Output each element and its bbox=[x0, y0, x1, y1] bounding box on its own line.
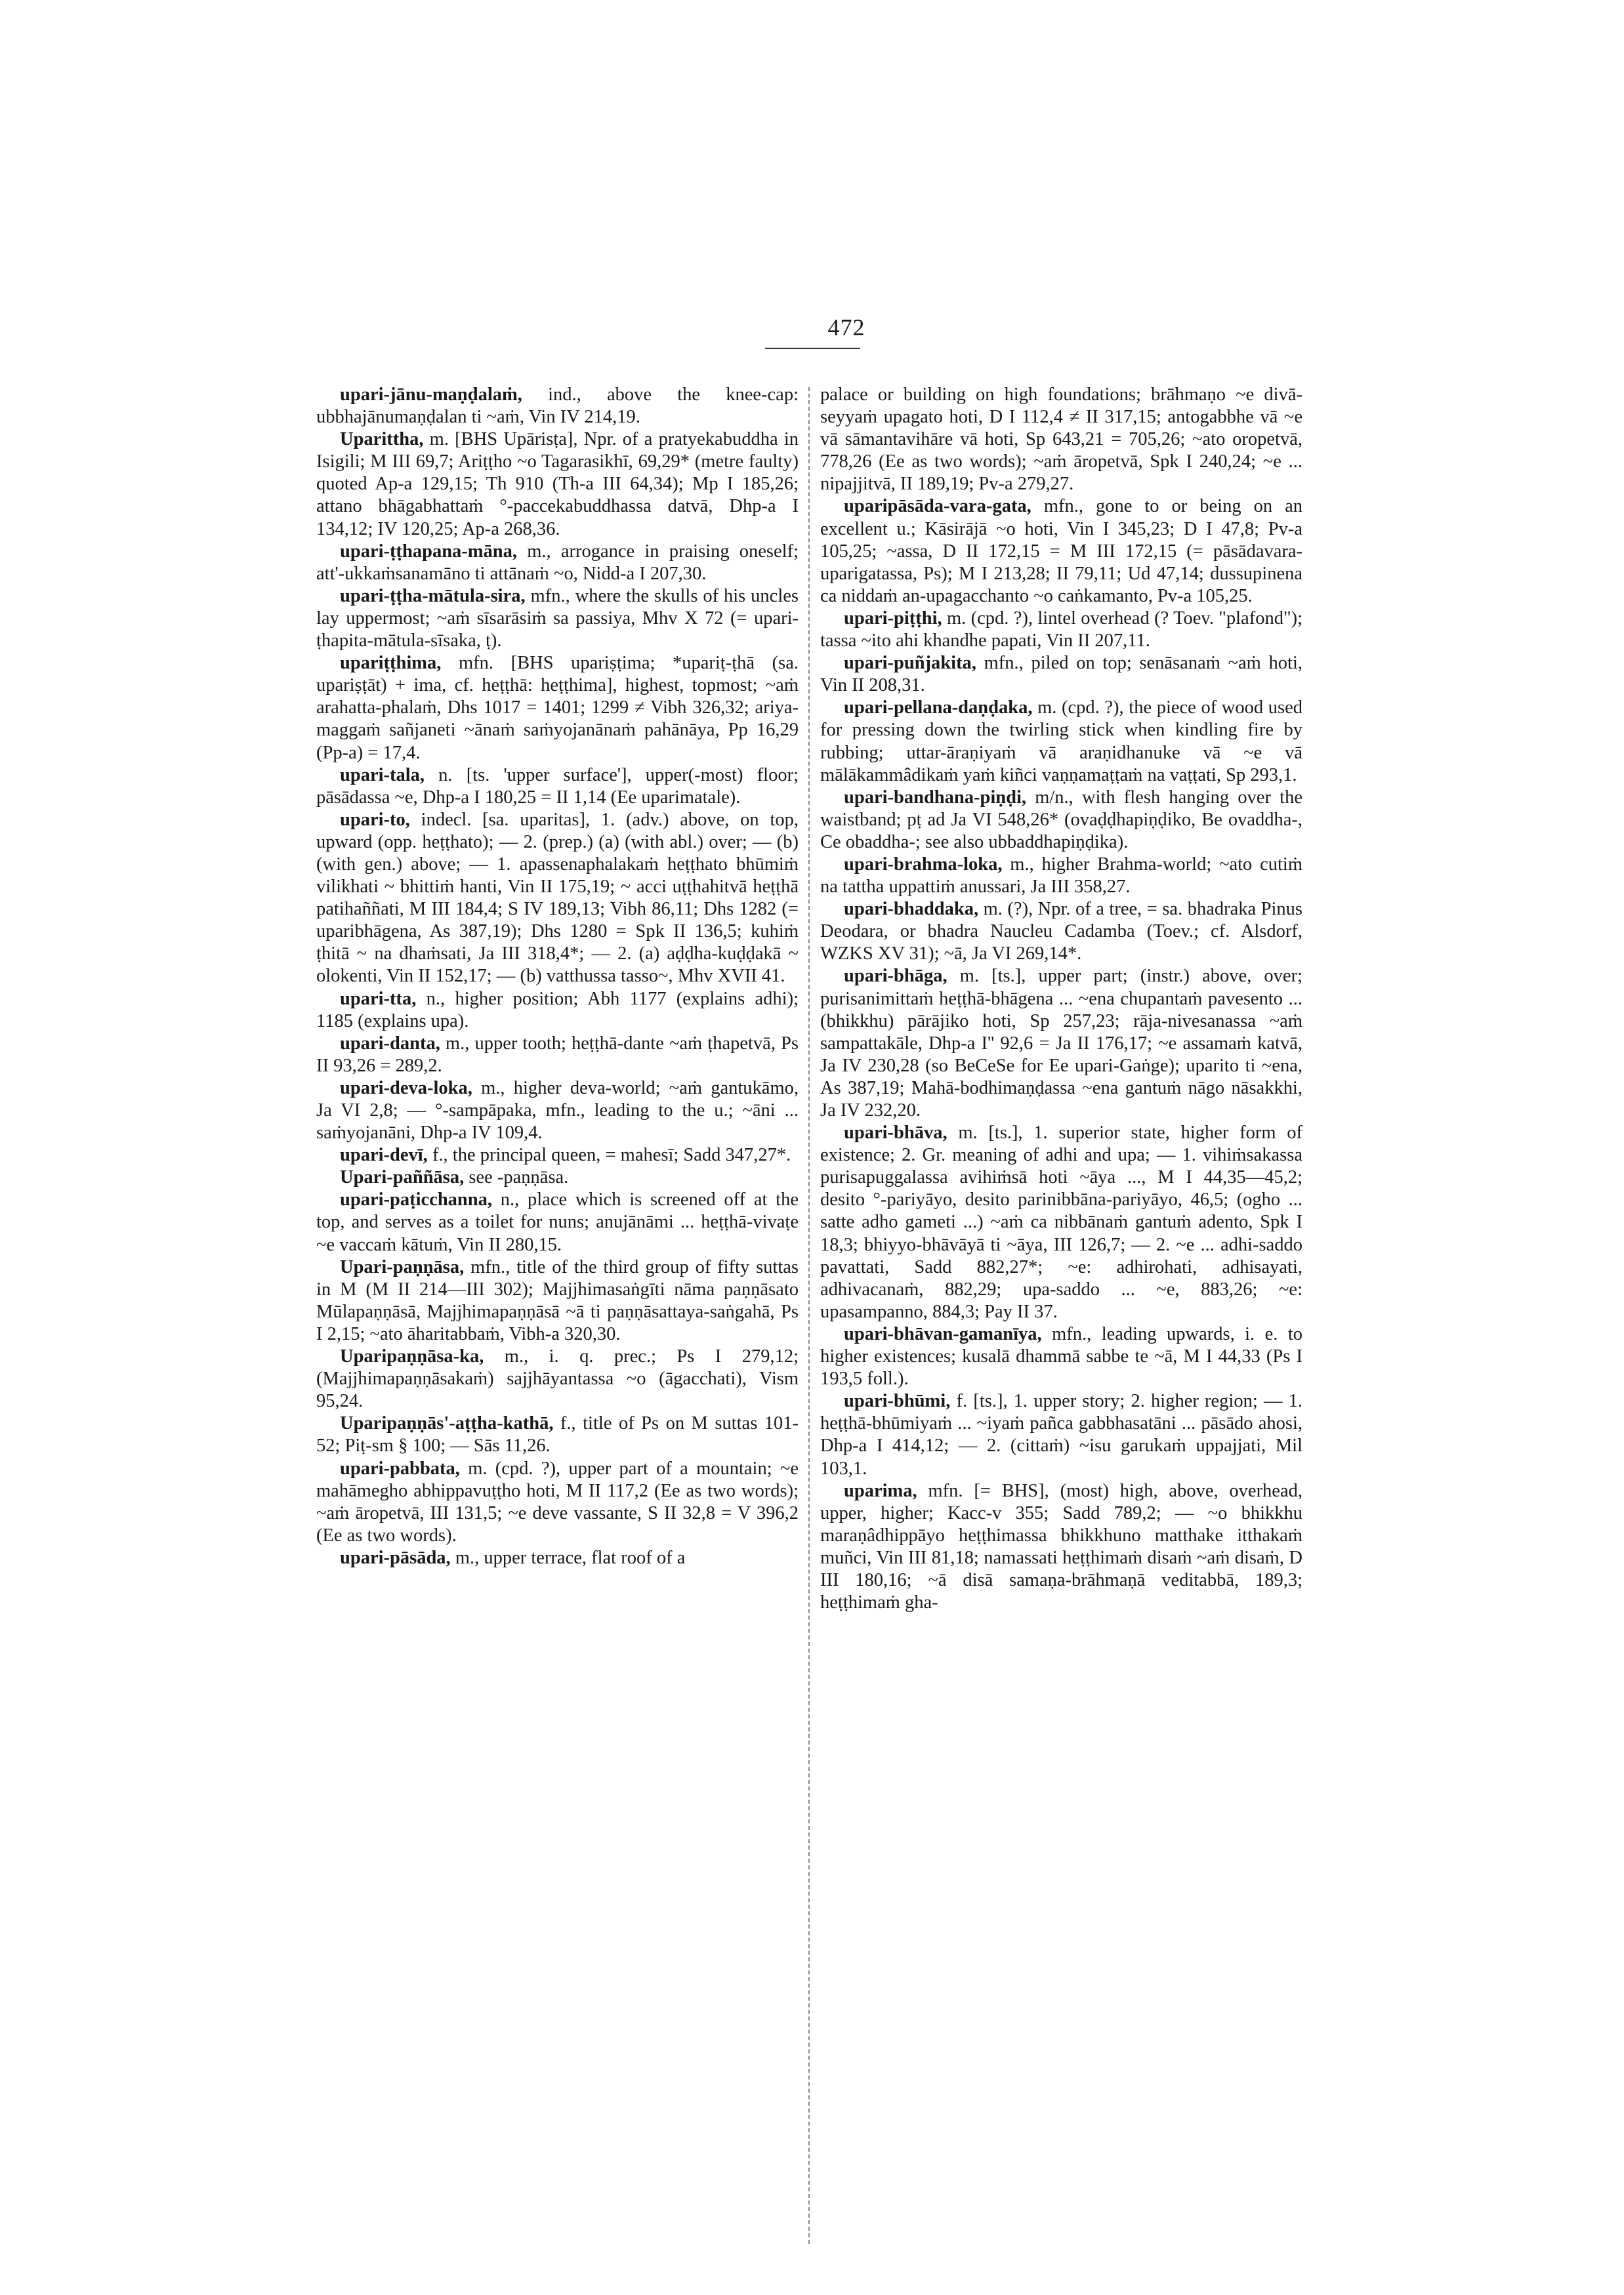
dictionary-entry bbox=[316, 652, 799, 764]
dictionary-entry bbox=[316, 988, 799, 1033]
dictionary-entry bbox=[820, 384, 1302, 495]
entry-headword: upari-brahma-loka, bbox=[844, 854, 1003, 875]
dictionary-entry bbox=[820, 1323, 1302, 1390]
entry-headword: upari-jānu-maṇḍalaṁ, bbox=[340, 384, 522, 405]
entry-body: m., i. q. prec.; Ps I 279,12; (Majjhimapaṇṇāsakaṁ) sajjhāyantassa ~o (āgacchati), Vism 95,24. bbox=[316, 1346, 799, 1412]
entry-headword: upari-bhāva, bbox=[844, 1123, 947, 1144]
entry-headword: uparipāsāda-vara-gata, bbox=[844, 496, 1031, 517]
entry-body: mfn., gone to or being on an excellent u.; Kāsirājā ~o hoti, Vin I 345,23; D I 47,8; Pv-a 105,25; ~assa, D II 172,15 = M III 172,15 (= pāsādavara-uparigatassa, Ps); M I 213,28; II 79,11; Ud 47,14; dussupinena ca niddaṁ an-upagacchanto ~o caṅkamanto, Pv-a 105,25. bbox=[820, 496, 1302, 606]
entry-headword: upari-pabbata, bbox=[340, 1458, 460, 1479]
entry-headword: upari-bhāga, bbox=[844, 966, 947, 987]
dictionary-entry bbox=[820, 608, 1302, 652]
dictionary-entry bbox=[316, 1547, 799, 1569]
entry-headword: upari-tala, bbox=[340, 764, 425, 785]
entry-body: see -paṇṇāsa. bbox=[464, 1167, 569, 1188]
entry-body: m. (?), Npr. of a tree, = sa. bhadraka Pinus Deodara, or bhadra Naucleu Cadamba (Toev.; cf. Alsdorf, WZKS XV 31); ~ā, Ja VI 269,14*. bbox=[820, 899, 1302, 964]
entry-headword: uparima, bbox=[844, 1480, 917, 1501]
entry-headword: upari-ṭṭha-mātula-sira, bbox=[340, 585, 526, 606]
entry-body: f. [ts.], 1. upper story; 2. higher region; — 1. heṭṭhā-bhūmiyaṁ ... ~iyaṁ pañca gabbhasatāni ... pāsādo ahosi, Dhp-a I 414,12; — 2. (cittaṁ) ~isu garukaṁ uppajjati, Mil 103,1. bbox=[820, 1391, 1302, 1479]
entry-body: indecl. [sa. uparitas], 1. (adv.) above, on top, upward (opp. heṭṭhato); — 2. (prep.) (a) (with abl.) over; — (b) (with gen.) above; — 1. apassenaphalakaṁ heṭṭhato bhūmiṁ vilikhati ~ bhittiṁ hanti, Vin II 175,19; ~ acci uṭṭhahitvā heṭṭhā patihaññati, M III 184,4; S IV 189,13; Vibh 86,11; Dhs 1282 (= uparibhāgena, As 387,19); Dhs 1280 = Spk II 136,5; kuhiṁ ṭhitā ~ na dhaṁsati, Ja III 318,4*; — 2. (a) aḍḍha-kuḍḍakā ~ olokenti, Vin II 152,17; — (b) vatthussa tasso~, Mhv XVII 41. bbox=[316, 809, 799, 987]
dictionary-entry bbox=[820, 1480, 1302, 1615]
entry-body: mfn., piled on top; senāsanaṁ ~aṁ hoti, Vin II 208,31. bbox=[820, 653, 1302, 696]
entry-headword: upari-pellana-daṇḍaka, bbox=[844, 697, 1033, 718]
dictionary-entry bbox=[820, 1390, 1302, 1479]
entry-headword: upari-tta, bbox=[340, 988, 417, 1009]
dictionary-entry bbox=[316, 1346, 799, 1413]
entry-headword: upari-to, bbox=[340, 809, 410, 830]
dictionary-entry bbox=[316, 1144, 799, 1167]
entry-body: mfn., where the skulls of his uncles lay uppermost; ~aṁ sīsarāsiṁ sa passiya, Mhv X 72 (= upari-ṭhapita-mātula-sīsaka, ṭ). bbox=[316, 585, 799, 651]
dictionary-entry bbox=[820, 1122, 1302, 1323]
dictionary-entry bbox=[316, 1189, 799, 1256]
dictionary-entry bbox=[316, 1256, 799, 1346]
page-number-rule bbox=[765, 348, 860, 349]
dictionary-entry bbox=[316, 1077, 799, 1144]
entry-headword: upari-ṭṭhapana-māna, bbox=[340, 541, 517, 562]
entry-body: n., place which is screened off at the top, and serves as a toilet for nuns; anujānāmi ... heṭṭhā-vivaṭe ~e vaccaṁ kātuṁ, Vin II 280,15. bbox=[316, 1189, 799, 1255]
right-column bbox=[820, 384, 1302, 2241]
page-number: 472 bbox=[827, 314, 865, 341]
entry-headword: upari-bhaddaka, bbox=[844, 899, 979, 920]
entry-body: m/n., with flesh hanging over the waistband; pṭ ad Ja VI 548,26* (ovaḍḍhapiṇḍiko, Be ovaddha-, Ce obaddha-; see also ubbaddhapiṇḍika). bbox=[820, 787, 1302, 852]
entry-body: m., arrogance in praising oneself; att'-ukkaṁsanamāno ti attānaṁ ~o, Nidd-a I 207,30. bbox=[316, 541, 799, 584]
entry-headword: upari-bhūmi, bbox=[844, 1391, 951, 1412]
entry-body: m. (cpd. ?), upper part of a mountain; ~e mahāmegho abhippavuṭṭho hoti, M II 117,2 (Ee as two words); ~aṁ āropetvā, III 131,5; ~e deve vassante, S II 32,8 = V 396,2 (Ee as two words). bbox=[316, 1458, 799, 1546]
dictionary-entry bbox=[820, 787, 1302, 854]
column-divider bbox=[808, 387, 810, 2244]
dictionary-entry bbox=[316, 1167, 799, 1189]
entry-headword: Uparipaṇṇās'-aṭṭha-kathā, bbox=[340, 1413, 554, 1434]
dictionary-entry bbox=[820, 965, 1302, 1122]
entry-headword: upari-puñjakita, bbox=[844, 653, 976, 674]
dictionary-entry bbox=[316, 541, 799, 585]
dictionary-entry bbox=[820, 854, 1302, 898]
entry-body: mfn., title of the third group of fifty suttas in M (M II 214—III 302); Majjhimasaṅgīti nāma paṇṇāsato Mūlapaṇṇāsā, Majjhimapaṇṇāsā ~ā ti paṇṇāsattaya-saṅgahā, Ps I 2,15; ~ato āharitabbaṁ, Vibh-a 320,30. bbox=[316, 1256, 799, 1344]
entry-headword: upari-pāsāda, bbox=[340, 1547, 451, 1568]
entry-body: m. [ts.], upper part; (instr.) above, over; purisanimittaṁ heṭṭhā-bhāgena ... ~ena chupantaṁ pavesento ... (bhikkhu) pārājiko hoti, Sp 257,23; rāja-nivesanassa ~aṁ sampattakāle, Dhp-a I'' 92,6 = Ja II 176,17; ~e assamaṁ katvā, Ja IV 230,28 (so BeCeSe for Ee upari-Gaṅge); uparito ti ~ena, As 387,19; Mahā-bodhimaṇḍassa ~ena gantuṁ nāgo nāsakkhi, Ja IV 232,20. bbox=[820, 966, 1302, 1121]
dictionary-entry bbox=[316, 1033, 799, 1077]
dictionary-entry bbox=[820, 898, 1302, 965]
dictionary-entry bbox=[316, 809, 799, 988]
entry-body: m. (cpd. ?), lintel overhead (? Toev. "plafond"); tassa ~ito ahi khandhe papati, Vin II 207,11. bbox=[820, 608, 1302, 651]
left-column bbox=[316, 384, 799, 2241]
entry-headword: upari-piṭṭhi, bbox=[844, 608, 942, 629]
entry-body: n., higher position; Abh 1177 (explains adhi); 1185 (explains upa). bbox=[316, 988, 799, 1031]
entry-body: n. [ts. 'upper surface'], upper(-most) floor; pāsādassa ~e, Dhp-a I 180,25 = II 1,14 (Ee uparimatale). bbox=[316, 764, 799, 808]
entry-body: m., higher Brahma-world; ~ato cutiṁ na tattha uppattiṁ anussari, Ja III 358,27. bbox=[820, 854, 1302, 898]
dictionary-entry bbox=[316, 428, 799, 540]
dictionary-entry bbox=[316, 585, 799, 652]
entry-headword: upari-bhāvan-gamanīya, bbox=[844, 1323, 1042, 1344]
entry-headword: upari-deva-loka, bbox=[340, 1077, 472, 1098]
entry-headword: upari-devī, bbox=[340, 1145, 428, 1166]
entry-body: f., the principal queen, = mahesī; Sadd 347,27*. bbox=[427, 1145, 791, 1166]
entry-body: f., title of Ps on M suttas 101-52; Piṭ-sm § 100; — Sās 11,26. bbox=[316, 1413, 799, 1457]
dictionary-entry bbox=[316, 384, 799, 428]
dictionary-entry bbox=[820, 495, 1302, 607]
dictionary-entry bbox=[316, 764, 799, 809]
entry-headword: Uparittha, bbox=[340, 429, 424, 450]
entry-body: mfn., leading upwards, i. e. to higher existences; kusalā dhammā sabbe te ~ā, M I 44,33 (Ps I 193,5 foll.). bbox=[820, 1323, 1302, 1390]
entry-headword: upariṭṭhima, bbox=[340, 653, 442, 674]
entry-headword: upari-paṭicchanna, bbox=[340, 1189, 492, 1210]
entry-headword: Upari-paṇṇāsa, bbox=[340, 1256, 465, 1277]
entry-body: m., higher deva-world; ~aṁ gantukāmo, Ja VI 2,8; — °-sampāpaka, mfn., leading to the u.; ~āni ... saṁyojanāni, Dhp-a IV 109,4. bbox=[316, 1077, 799, 1144]
entry-body: palace or building on high foundations; brāhmaṇo ~e divā-seyyaṁ upagato hoti, D I 112,4 ≠ II 317,15; antogabbhe vā ~e vā sāmantavihāre vā hoti, Sp 643,21 = 705,26; ~ato oropetvā, 778,26 (Ee as two words); ~aṁ āropetvā, Spk I 240,24; ~e ... nipajjitvā, II 189,19; Pv-a 279,27. bbox=[820, 384, 1302, 495]
entry-body: mfn. [= BHS], (most) high, above, overhead, upper, higher; Kacc-v 355; Sadd 789,2; — ~o bhikkhu maraṇâdhippāyo heṭṭhimassa bhikkhuno matthake itthakaṁ muñci, Vin III 81,18; namassati heṭṭhimaṁ disaṁ ~aṁ disaṁ, D III 180,16; ~ā disā samaṇa-brāhmaṇā veditabbā, 189,3; heṭṭhimaṁ gha- bbox=[820, 1480, 1302, 1613]
dictionary-entry bbox=[316, 1458, 799, 1547]
entry-body: m., upper terrace, flat roof of a bbox=[450, 1547, 686, 1568]
entry-body: m. (cpd. ?), the piece of wood used for pressing down the twirling stick when kindling fire by rubbing; uttar-āraṇiyaṁ vā araṇidhanuke vā ~e vā mālākammâdikaṁ yaṁ kiñci vaṇṇamaṭṭaṁ na vaṭṭati, Sp 293,1. bbox=[820, 697, 1302, 785]
entry-body: m., upper tooth; heṭṭhā-dante ~aṁ ṭhapetvā, Ps II 93,26 = 289,2. bbox=[316, 1033, 799, 1076]
entry-headword: Upari-paññāsa, bbox=[340, 1167, 465, 1188]
entry-body: mfn. [BHS upariṣṭima; *upariṭ-ṭhā (sa. upariṣṭāt) + ima, cf. heṭṭhā: heṭṭhima], highest, topmost; ~aṁ arahatta-phalaṁ, Dhs 1017 = 1401; 1299 ≠ Vibh 326,32; ariya-maggaṁ sañjaneti ~ānaṁ saṁyojanānaṁ pahānāya, Pp 16,29 (Pp-a) = 17,4. bbox=[316, 653, 799, 763]
dictionary-entry bbox=[820, 697, 1302, 786]
entry-headword: Uparipaṇṇāsa-ka, bbox=[340, 1346, 484, 1367]
dictionary-entry bbox=[316, 1413, 799, 1457]
entry-body: m. [ts.], 1. superior state, higher form of existence; 2. Gr. meaning of adhi and upa; — 1. vihiṁsakassa purisapuggalassa avihiṁsā hoti ~āya ..., M I 44,35—45,2; desito °-pariyāyo, desito parinibbāna-pariyāyo, 46,5; (ogho ... satte adho gameti ...) ~aṁ ca nibbānaṁ gantuṁ adento, Spk I 18,3; bhiyyo-bhāvāyā ti ~āya, III 126,7; — 2. ~e ... adhi-saddo pavattati, Sadd 882,27*; ~e: adhirohati, adhisayati, adhivacanaṁ, 882,29; upa-saddo ... ~e, 883,26; ~e: upasampanno, 884,3; Pay II 37. bbox=[820, 1123, 1302, 1322]
entry-body: ind., above the knee-cap: ubbhajānumaṇḍalan ti ~aṁ, Vin IV 214,19. bbox=[316, 384, 799, 428]
entry-body: m. [BHS Upārisṭa], Npr. of a pratyekabuddha in Isigili; M III 69,7; Ariṭṭho ~o Tagarasikhī, 69,29* (metre faulty) quoted Ap-a 129,15; Th 910 (Th-a III 64,34); Mp I 185,26; attano bhāgabhattaṁ °-paccekabuddhassa datvā, Dhp-a I 134,12; IV 120,25; Ap-a 268,36. bbox=[316, 429, 799, 539]
dictionary-entry bbox=[820, 652, 1302, 697]
entry-headword: upari-bandhana-piṇḍi, bbox=[844, 787, 1027, 808]
entry-headword: upari-danta, bbox=[340, 1033, 440, 1054]
